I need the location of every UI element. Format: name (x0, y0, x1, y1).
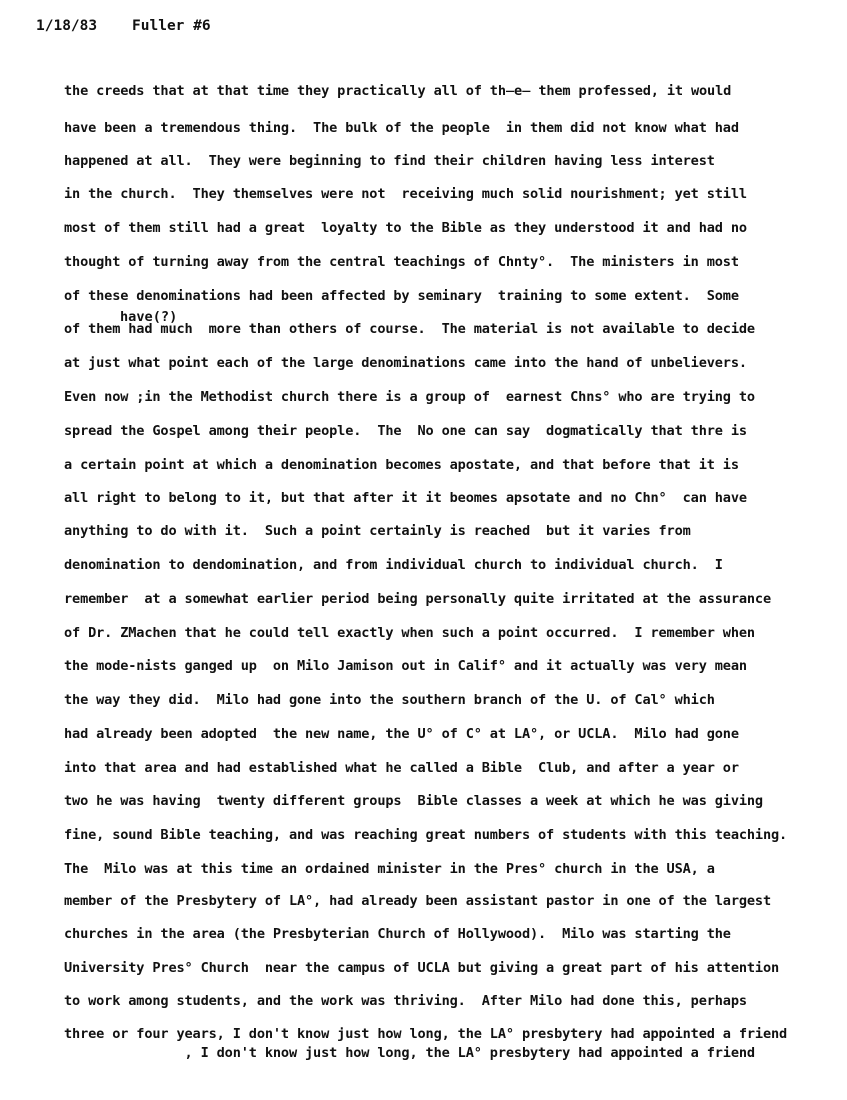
text-line: the way they did. Milo had gone into the southern branch of the U. of Cal° which (64, 692, 715, 708)
text-line: the creeds that at that time they practically all of th̶e̶ them professed, it would (64, 83, 732, 99)
text-line: of these denominations had been affected by seminary training to some extent. Some (64, 288, 739, 304)
text-line: , I don't know just how long, the LA° presbytery had appointed a friend (64, 1045, 755, 1061)
text-line: into that area and had established what he called a Bible Club, and after a year or (64, 760, 739, 776)
text-line: of them had much more than others of course. The material is not available to decide (64, 321, 755, 337)
header-date: 1/18/83 (36, 18, 98, 34)
text-line: the mode-nists ganged up on Milo Jamison out in Calif° and it actually was very mean (64, 658, 747, 674)
text-line: of Dr. ZMachen that he could tell exactly when such a point occurred. I remember when (64, 625, 755, 641)
text-line: anything to do with it. Such a point certainly is reached but it varies from (64, 523, 691, 539)
text-line: a certain point at which a denomination becomes apostate, and that before that it is (64, 457, 739, 473)
text-line: denomination to dendomination, and from individual church to individual church. I (64, 557, 723, 573)
text-line: had already been adopted the new name, the U° of C° at LA°, or UCLA. Milo had gone (64, 726, 739, 742)
page-header (36, 18, 211, 34)
insertion-note: have(?) (120, 309, 178, 325)
text-line: three or four years, I don't know just how long, the LA° presbytery had appointed a friend (64, 1026, 788, 1042)
text-line: University Pres° Church near the campus of UCLA but giving a great part of his attention (64, 960, 780, 976)
text-line: churches in the area (the Presbyterian Church of Hollywood). Milo was starting the (64, 926, 731, 942)
text-line: happened at all. They were beginning to find their children having less interest (64, 153, 715, 169)
text-line: at just what point each of the large denominations came into the hand of unbelievers. (64, 355, 747, 371)
text-line: in the church. They themselves were not receiving much solid nourishment; yet still (64, 186, 747, 202)
text-line: all right to belong to it, but that after it it beomes apsotate and no Chn° can have (64, 490, 747, 506)
text-line: fine, sound Bible teaching, and was reaching great numbers of students with this teaching. (64, 827, 788, 843)
header-title: Fuller #6 (132, 18, 211, 34)
text-line: spread the Gospel among their people. The No one can say dogmatically that thre is (64, 423, 747, 439)
text-line: have been a tremendous thing. The bulk of the people in them did not know what had (64, 120, 739, 136)
text-line: The Milo was at this time an ordained minister in the Pres° church in the USA, a (64, 861, 715, 877)
text-line: two he was having twenty different groups Bible classes a week at which he was giving (64, 793, 763, 809)
text-line: remember at a somewhat earlier period being personally quite irritated at the assurance (64, 591, 772, 607)
text-line: Even now ;in the Methodist church there is a group of earnest Chns° who are trying to (64, 389, 755, 405)
text-line: thought of turning away from the central teachings of Chnty°. The ministers in most (64, 254, 739, 270)
text-line: member of the Presbytery of LA°, had already been assistant pastor in one of the largest (64, 893, 772, 909)
text-line: most of them still had a great loyalty to the Bible as they understood it and had no (64, 220, 747, 236)
text-line: to work among students, and the work was thriving. After Milo had done this, perhaps (64, 993, 747, 1009)
